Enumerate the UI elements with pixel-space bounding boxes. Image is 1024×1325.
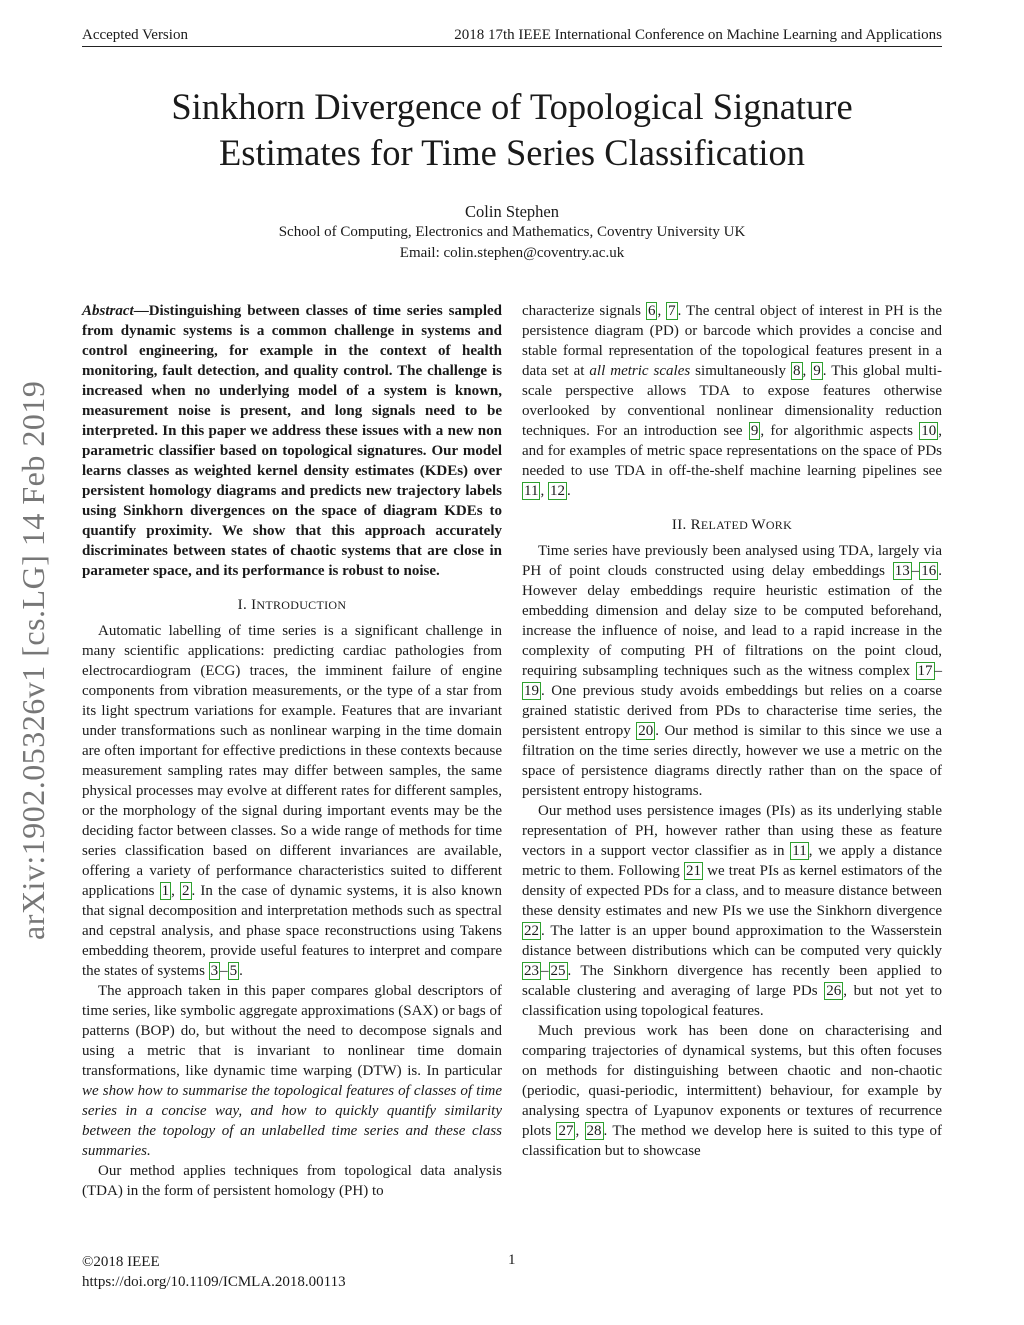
citation[interactable]: 9 <box>813 363 821 379</box>
author-email: Email: colin.stephen@coventry.ac.uk <box>399 245 625 261</box>
citation[interactable]: 3 <box>210 963 219 979</box>
page-number: 1 <box>508 1252 516 1268</box>
citation[interactable]: 25 <box>550 963 566 979</box>
citation[interactable]: 12 <box>549 483 565 499</box>
title-line-2: Estimates for Time Series Classification <box>219 132 805 173</box>
left-column <box>82 301 502 1201</box>
intro-paragraph-1: Automatic labelling of time series is a significant challenge in many scientific applications: predicting cardiac pathologies from electrocardiogram (ECG) traces, the imminent failure of engine components from vibration measurements, or the type of a star from its light spectrum variations for example. Features that are invariant under transformations such as nonlinear warping in the time domain are often important for effective predictions in these contexts because measurement sampling rates may differ between samples, the same physical processes may evolve at different rates for different samples, or the morphology of the signal during important events may be the deciding factor between classes. So a wide range of methods for time series classification based on different invariances are available, offering a variety of performance characteristics suited to different applications 1 , 2 . In the case of dynamic systems, it is also known that signal decomposition and interpretation methods such as spectral and cepstral analysis, and phase space reconstructions using Takens embedding theorem, provide useful features to interpret and compare the states of systems 3 – 5 . <box>82 623 502 979</box>
abstract-label: Abstract <box>82 303 134 319</box>
intro-paragraph-2: The approach taken in this paper compares global descriptors of time series, like symbolic aggregate approximations (SAX) or bags of patterns (BOP) do, but without the need to decompose signals and using a metric that is invariant to nonlinear time domain transformations, like dynamic time warping (DTW) is. In particular we show how to summarise the topological features of classes of time series in a concise way, and how to quickly quantify similarity between the topology of an unlabelled time series and these class summaries. <box>82 983 502 1159</box>
citation[interactable]: 26 <box>826 983 842 999</box>
citation[interactable]: 27 <box>558 1123 574 1139</box>
citation[interactable]: 20 <box>638 723 654 739</box>
section-heading-introduction: I. INTRODUCTION <box>237 597 347 613</box>
intro-paragraph-continued: characterize signals 6 , 7 . The central object of interest in PH is the persistence diagram (PD) or barcode which provides a concise and stable formal representation of the topological features present in a data set at all metric scales simultaneously 8 , 9 . This global multi-scale perspective allows TDA to expose features otherwise overlooked by conventional nonlinear dimensionality reduction techniques. For an introduction see 9 , for algorithmic aspects 10 , and for examples of metric space representations on the space of PDs needed to use TDA in off-the-shelf machine learning pipelines see 11 , 12 . <box>522 303 942 499</box>
citation[interactable]: 19 <box>524 683 539 699</box>
abstract <box>82 301 502 581</box>
header-left: Accepted Version <box>82 27 188 43</box>
citation[interactable]: 21 <box>686 863 702 879</box>
doi-link[interactable]: https://doi.org/10.1109/ICMLA.2018.00113 <box>82 1274 346 1290</box>
citation[interactable]: 23 <box>524 963 539 979</box>
citation[interactable]: 28 <box>586 1123 602 1139</box>
right-column <box>522 301 942 1161</box>
citation[interactable]: 11 <box>524 483 539 499</box>
intro-paragraph-3: Our method applies techniques from topological data analysis (TDA) in the form of persistent homology (PH) to <box>82 1163 502 1199</box>
copyright: ©2018 IEEE <box>82 1254 160 1270</box>
contribution-statement: we show how to summarise the topological features of classes of time series in a concise way, and how to quickly quantify similarity between the topology of an unlabelled time series and these class summaries. <box>82 1083 502 1159</box>
citation[interactable]: 5 <box>229 963 238 979</box>
abstract-text: —Distinguishing between classes of time series sampled from dynamic systems is a common challenge in systems and control engineering, for example in the context of health monitoring, fault detection, and quality control. The challenge is increased when no underlying model of a system is known, measurement noise is present, and long signals need to be interpreted. In this paper we address these issues with a new non parametric classifier based on topological signatures. Our model learns classes as weighted kernel density estimates (KDEs) over persistent homology diagrams and predicts new trajectory labels using Sinkhorn divergences on the space of diagram KDEs to quantify proximity. We show that this approach accurately discriminates between states of chaotic systems that are close in parameter space, and its performance is robust to noise. <box>82 303 502 579</box>
author-affiliation: School of Computing, Electronics and Mathematics, Coventry University UK <box>278 224 746 240</box>
title-line-1: Sinkhorn Divergence of Topological Signature <box>171 86 853 127</box>
citation[interactable]: 10 <box>921 423 937 439</box>
arxiv-stamp: arXiv:1902.05326v1 [cs.LG] 14 Feb 2019 <box>15 380 51 940</box>
citation[interactable]: 11 <box>792 843 807 859</box>
citation[interactable]: 6 <box>647 303 656 319</box>
citation[interactable]: 7 <box>668 303 676 319</box>
header-right: 2018 17th IEEE International Conference on Machine Learning and Applications <box>454 27 942 43</box>
related-paragraph-3: Much previous work has been done on characterising and comparing trajectories of dynamical systems, but this often focuses on methods for distinguishing between chaotic and non-chaotic (periodic, quasi-periodic, intermittent) behaviour, for example by analysing spectra of Lyapunov exponents or textures of recurrence plots 27 , 28 . The method we develop here is suited to this type of classification but to showcase <box>522 1023 942 1159</box>
author-name: Colin Stephen <box>465 202 559 221</box>
related-paragraph-1: Time series have previously been analysed using TDA, largely via PH of point clouds constructed using delay embeddings 13 – 16 . However delay embeddings require heuristic estimation of the embedding dimension and delay size to be computed beforehand, increase the influence of noise, and lead to a rapid increase in the complexity of computing PH of filtrations on the point cloud, requiring subsampling techniques such as the witness complex 17 –19 . One previous study avoids embeddings but relies on a coarse grained statistic derived from PDs to characterise time series, the persistent entropy 20 . Our method is similar to this since we use a filtration on the time series directly, however we use a metric on the space of persistence diagrams directly rather than on the space of persistent entropy histograms. <box>522 543 942 799</box>
section-heading-related-work: II. RELATED WORK <box>671 517 793 533</box>
header-rule <box>82 46 942 47</box>
citation[interactable]: 1 <box>161 883 170 899</box>
citation[interactable]: 13 <box>894 563 910 579</box>
citation[interactable]: 8 <box>793 363 801 379</box>
citation[interactable]: 9 <box>750 423 759 439</box>
citation[interactable]: 16 <box>921 563 937 579</box>
running-header <box>82 27 942 47</box>
paper-title <box>82 84 942 176</box>
footer <box>82 1252 346 1292</box>
citation[interactable]: 2 <box>182 883 190 899</box>
citation[interactable]: 17 <box>917 663 933 679</box>
citation[interactable]: 22 <box>524 923 539 939</box>
related-paragraph-2: Our method uses persistence images (PIs) as its underlying stable representation of PH, however rather than using these as feature vectors in a support vector classifier as in 11 , we apply a distance metric to them. Following 21 we treat PIs as kernel estimators of the density of expected PDs for a class, and to measure distance between these density estimates and new PIs we use the Sinkhorn divergence 22 . The latter is an upper bound approximation to the Wasserstein distance between distributions which can be computed very quickly 23 – 25 . The Sinkhorn divergence has recently been applied to scalable clustering and averaging of large PDs 26 , but not yet to classification using topological features. <box>522 803 943 1019</box>
